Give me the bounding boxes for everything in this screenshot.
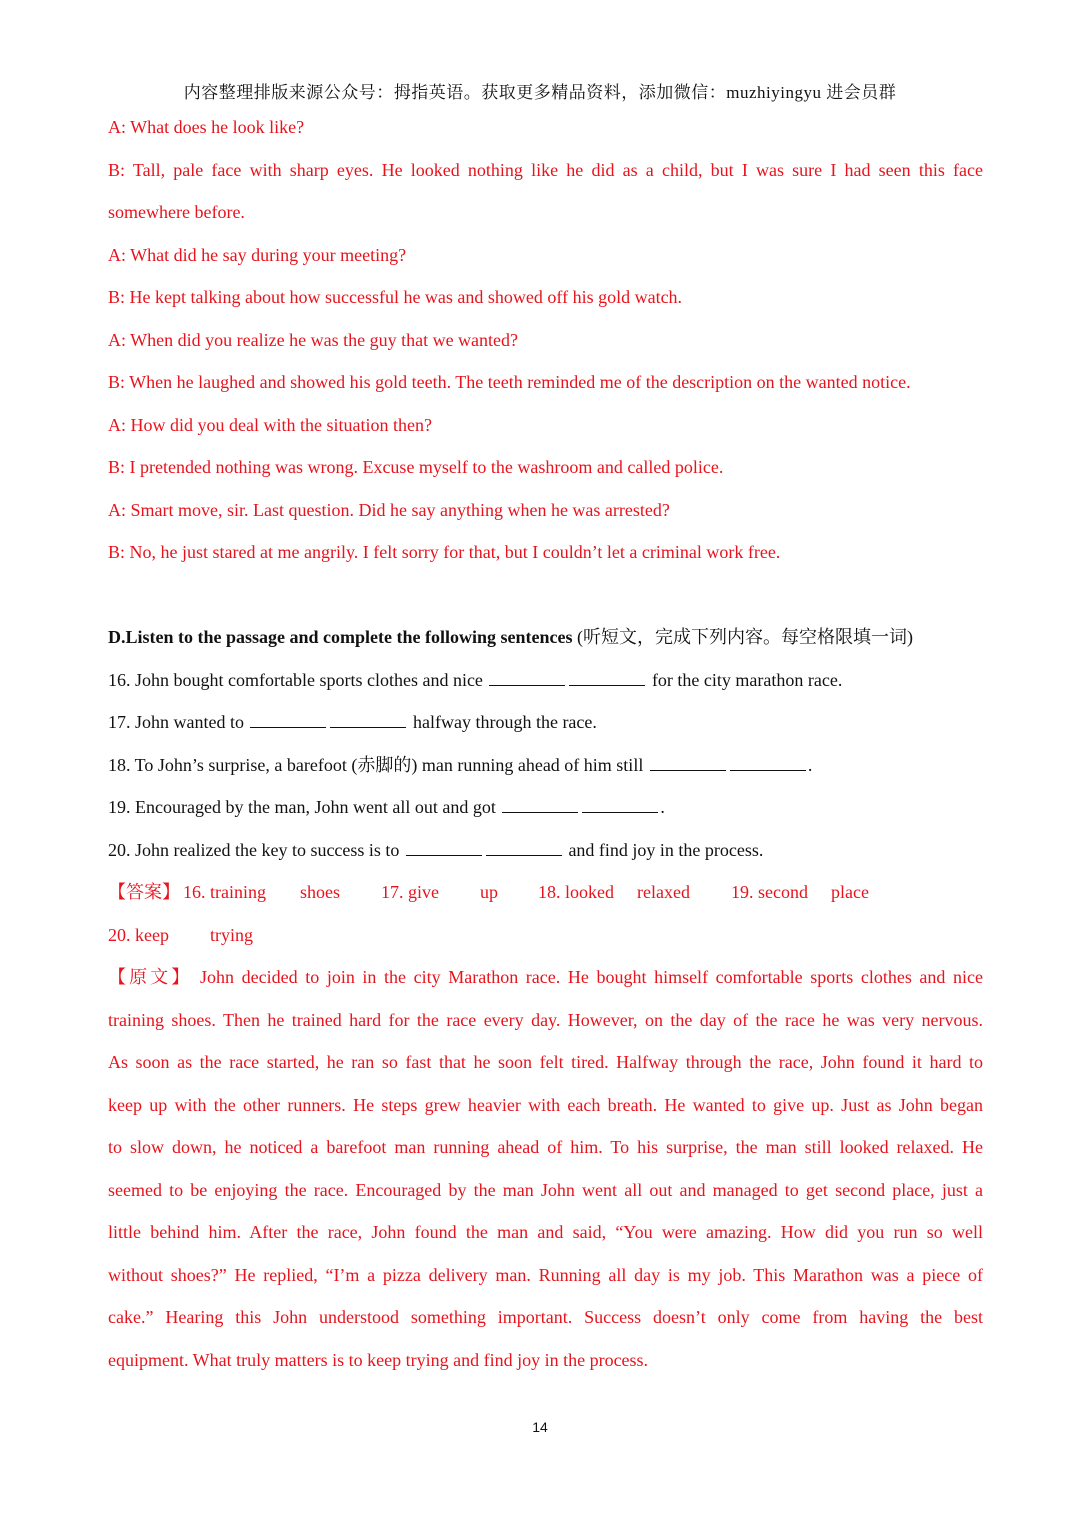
transcript-line: seemed to be enjoying the race. Encouraged by the man John went all out and managed to get second place, just a <box>108 1179 983 1200</box>
question-16 <box>108 659 983 702</box>
answer: 16. training <box>183 882 266 902</box>
question-text: for the city marathon race. <box>651 669 843 690</box>
dialogue-line: A: What does he look like? <box>108 117 305 137</box>
transcript-text: John decided to join in the city Marathon race. He bought himself comfortable sports clothes and nice <box>200 967 983 987</box>
question-text: and find joy in the process. <box>568 839 764 860</box>
question-18 <box>108 744 983 787</box>
answer-blank <box>406 841 482 856</box>
question-text: halfway through the race. <box>412 712 597 732</box>
transcript-line: little behind him. After the race, John found the man and said, “You were amazing. How did you run so well <box>108 1222 983 1242</box>
transcript-line <box>108 956 983 999</box>
transcript-line: keep up with the other runners. He steps grew heavier with each breath. He wanted to give up. Just as John began <box>108 1094 983 1115</box>
question-20 <box>108 829 983 872</box>
answer-line <box>108 914 983 957</box>
answer-blank <box>250 713 326 728</box>
transcript-line: As soon as the race started, he ran so fast that he soon felt tired. Halfway through the race, John found it hard to <box>108 1052 983 1072</box>
answer-blank <box>569 671 645 686</box>
answer: up <box>480 882 498 902</box>
question-text: 18. To John’s surprise, a barefoot (赤脚的) man running ahead of him still <box>108 754 644 775</box>
section-heading <box>108 616 983 659</box>
answer-blank <box>330 713 406 728</box>
answer: 20. keep <box>108 924 169 945</box>
dialogue-line: B: No, he just stared at me angrily. I felt sorry for that, but I couldn’t let a criminal work free. <box>108 542 781 562</box>
dialogue-line: somewhere before. <box>108 202 245 222</box>
question-text: . <box>807 754 813 775</box>
answer: 17. give <box>381 882 439 902</box>
question-17 <box>108 701 983 744</box>
answer: 19. second <box>731 882 808 902</box>
answer-blank <box>730 756 806 771</box>
dialogue-line: A: What did he say during your meeting? <box>108 244 407 265</box>
transcript-line: without shoes?” He replied, “I’m a pizza delivery man. Running all day is my job. This Marathon was a piece of <box>108 1264 983 1285</box>
answer: shoes <box>300 882 340 902</box>
question-text: 16. John bought comfortable sports clothes and nice <box>108 669 483 690</box>
section-title-cn: (听短文，完成下列内容。每空格限填一词) <box>576 627 913 647</box>
question-19 <box>108 786 983 829</box>
page-number: 14 <box>532 1419 548 1435</box>
answer-blank <box>486 841 562 856</box>
dialogue-line: A: Smart move, sir. Last question. Did he say anything when he was arrested? <box>108 499 670 520</box>
transcript-line: equipment. What truly matters is to keep trying and find joy in the process. <box>108 1349 649 1370</box>
spacer <box>108 574 983 617</box>
page-header: 内容整理排版来源公众号：拇指英语。获取更多精品资料，添加微信：muzhiyingyu 进会员群 <box>183 83 897 102</box>
transcript-line: training shoes. Then he trained hard for the race every day. However, on the day of the race he was very nervous. <box>108 1009 983 1030</box>
answer-blank <box>582 798 658 813</box>
transcript-label: 【原文】 <box>108 967 193 987</box>
question-text: 20. John realized the key to success is to <box>108 839 400 860</box>
answer: relaxed <box>637 882 690 902</box>
question-text: 19. Encouraged by the man, John went all out and got <box>108 797 496 817</box>
dialogue-line: A: How did you deal with the situation then? <box>108 414 432 435</box>
answer-blank <box>489 671 565 686</box>
question-text: . <box>660 797 665 817</box>
page-body <box>108 106 983 1381</box>
answer-blank <box>502 798 578 813</box>
dialogue-line: B: I pretended nothing was wrong. Excuse myself to the washroom and called police. <box>108 457 724 477</box>
answer: trying <box>210 924 253 945</box>
dialogue-line: B: He kept talking about how successful he was and showed off his gold watch. <box>108 287 683 307</box>
section-title: D.Listen to the passage and complete the following sentences <box>108 627 573 647</box>
answer-line <box>108 871 983 914</box>
answer: 18. looked <box>538 882 614 902</box>
question-text: 17. John wanted to <box>108 712 244 732</box>
answer-blank <box>650 756 726 771</box>
dialogue-line: B: When he laughed and showed his gold teeth. The teeth reminded me of the description on the wanted notice. <box>108 372 911 392</box>
dialogue-line: B: Tall, pale face with sharp eyes. He looked nothing like he did as a child, but I was sure I had seen this face <box>108 159 983 180</box>
dialogue-line: A: When did you realize he was the guy that we wanted? <box>108 329 519 350</box>
answer: place <box>831 882 869 902</box>
transcript-line: to slow down, he noticed a barefoot man running ahead of him. To his surprise, the man still looked relaxed. He <box>108 1137 983 1157</box>
answer-label: 【答案】 <box>108 882 180 902</box>
transcript-line: cake.” Hearing this John understood something important. Success doesn’t only come from having the best <box>108 1307 983 1327</box>
